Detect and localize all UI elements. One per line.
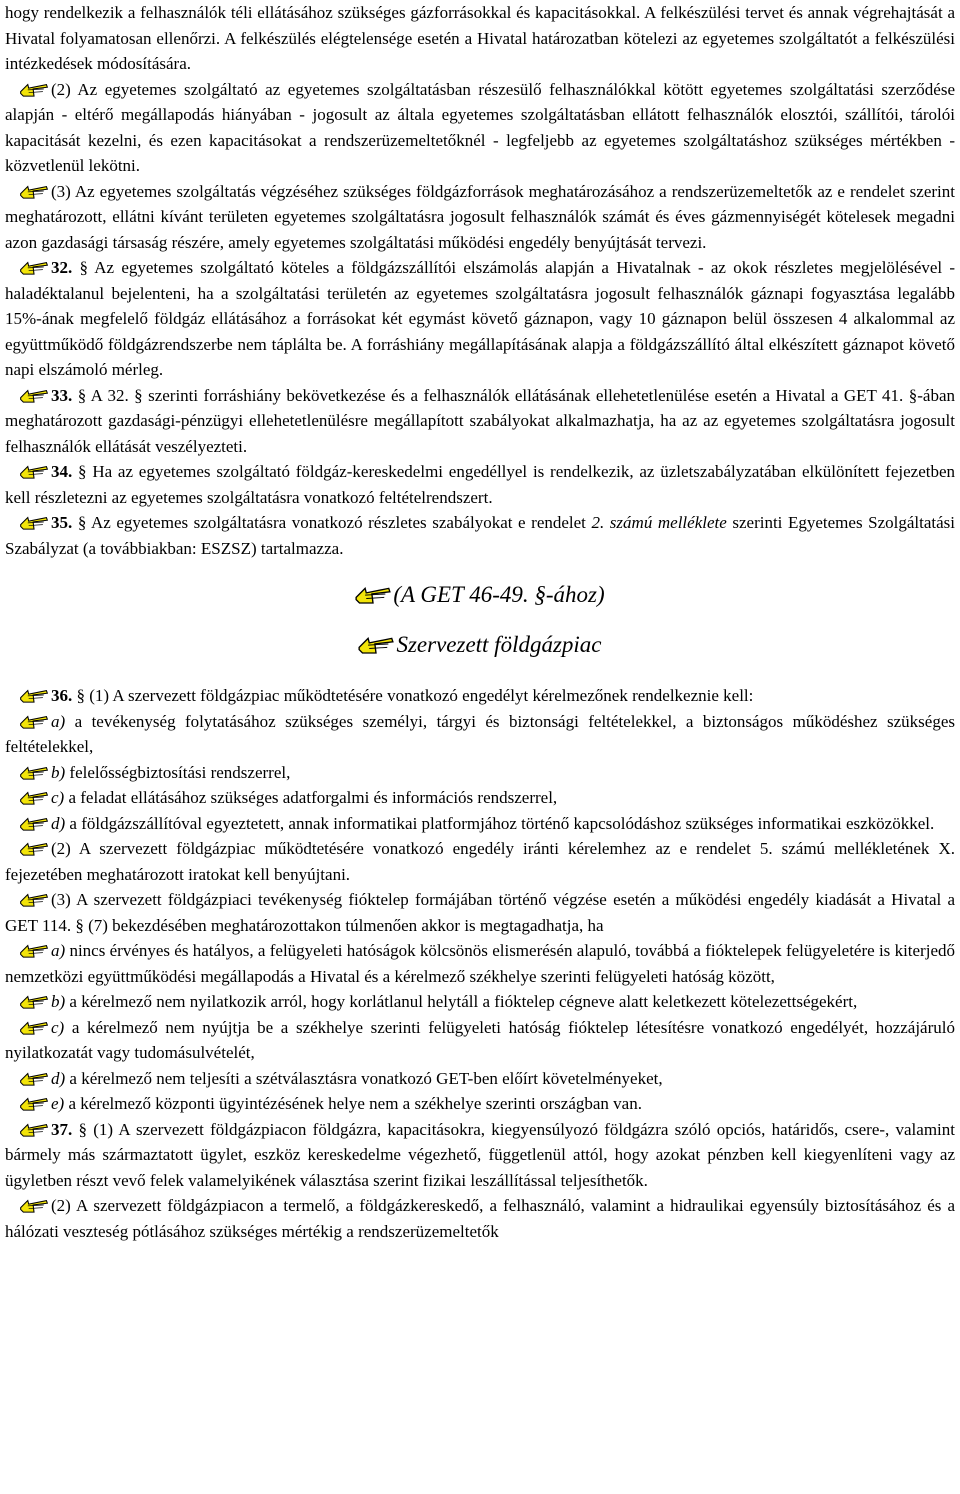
- pointing-hand-icon: [19, 840, 49, 856]
- paragraph-36-3: (3) A szervezett földgázpiaci tevékenység fióktelep formájában történő végzése esetén a működési engedély kiadását a Hivatal a GET 114. § (7) bekezdésében meghatározottakon túlmenően akkor is megtagadhatja, ha: [5, 890, 955, 935]
- pointing-hand-icon: [19, 1070, 49, 1086]
- list-item-36-3-c: c) a kérelmező nem nyújtja be a székhelye szerinti felügyeleti hatóság fióktelep létesítésre vonatkozó engedélyét, hozzájáruló nyilatkozatát vagy tudomásulvételét,: [5, 1017, 955, 1062]
- list-item-36-3-a: a) nincs érvényes és hatályos, a felügyeleti hatóságok kölcsönös elismerésén alapuló, továbbá a fióktelepek felügyeletére is kiterjedő nemzetközi együttműködési megállapodás a Hivatal és a kérelmező székhelye szerinti felügyeleti hatóság között,: [5, 941, 955, 986]
- pointing-hand-icon: [19, 81, 49, 97]
- section-number: 36.: [51, 686, 73, 705]
- pointing-hand-icon: [19, 514, 49, 530]
- section-number: 32.: [51, 258, 73, 277]
- list-item-36-1-a: a) a tevékenység folytatásához szükséges személyi, tárgyi és biztonsági feltételekkel, a biztonságos működéshez szükséges feltételekkel,: [5, 711, 955, 756]
- section-32: 32. § Az egyetemes szolgáltató köteles a földgázszállítói elszámolás alapján a Hivatalnak - az okok részletes megjelölésével - haladéktalanul bejelenteni, ha a szolgáltatási területén az egyetemes szolgáltatásra jogosult felhasználók gáznapi fogyasztása legalább 15%-ának megfelelő földgáz ellátásához a forrásokat két egymást követő gáznapon, vagy 10 gáznapon belül összesen 4 alkalommal az együttműködő földgázrendszerbe nem táplálta be. A forráshiány megállapításának alapja a földgázszállító által elkészített gáznapot követő napi elszámoló mérleg.: [5, 258, 956, 379]
- section-35: 35. § Az egyetemes szolgáltatásra vonatkozó részletes szabályokat e rendelet 2. számú melléklete szerinti Egyetemes Szolgáltatási Szabályzat (a továbbiakban: ESZSZ) tartalmazza.: [5, 513, 955, 558]
- pointing-hand-icon: [19, 942, 49, 958]
- pointing-hand-icon: [19, 993, 49, 1009]
- list-item-36-1-c: c) a feladat ellátásához szükséges adatforgalmi és információs rendszerrel,: [5, 785, 955, 811]
- pointing-hand-icon: [19, 463, 49, 479]
- pointing-hand-icon: [19, 387, 49, 403]
- pointing-hand-icon: [19, 183, 49, 199]
- list-item-36-3-e: e) a kérelmező központi ügyintézésének helye nem a székhelye szerinti országban van.: [5, 1091, 955, 1117]
- pointing-hand-icon: [19, 891, 49, 907]
- list-item-36-1-b: b) felelősségbiztosítási rendszerrel,: [5, 760, 955, 786]
- section-36-1: 36. § (1) A szervezett földgázpiac működtetésére vonatkozó engedélyt kérelmezőnek rendelkeznie kell:: [5, 683, 955, 709]
- paragraph-37-2: (2) A szervezett földgázpiacon a termelő, a földgázkereskedő, a felhasználó, valamint a hidraulikai egyensúly biztosításához és a hálózati veszteség pótlásához szükséges mértékig a rendszerüzemeltetők: [5, 1196, 955, 1241]
- section-number: 34.: [51, 462, 73, 481]
- section-number: 37.: [51, 1119, 73, 1139]
- pointing-hand-icon: [19, 1197, 49, 1213]
- section-37-1: 37. § (1) A szervezett földgázpiacon földgázra, kapacitásokra, kiegyensúlyozó földgázra szóló opciós, határidős, csere-, valamint bármely más származtatott ügylet, eszköz kereskedelme végezhető, függetlenül attól, hogy azokat pénzben kell kiegyenlíteni vagy az ügyletben részt vevő felek valamelyikének választása szerint fizikai leszállítással teljesíthetők.: [5, 1119, 955, 1190]
- paragraph-36-2: (2) A szervezett földgázpiac működtetésére vonatkozó engedély iránti kérelemhez az e rendelet 5. számú mellékletének X. fejezetében meghatározott iratokat kell benyújtani.: [5, 839, 955, 884]
- section-heading-reference: (A GET 46-49. §-ához): [5, 581, 955, 609]
- pointing-hand-icon: [19, 713, 49, 729]
- pointing-hand-icon: [19, 764, 49, 780]
- section-34: 34. § Ha az egyetemes szolgáltató földgáz-kereskedelmi engedéllyel is rendelkezik, az üzletszabályzatában elkülönített fejezetben kell részletezni az egyetemes szolgáltatásra vonatkozó feltételrendszert.: [5, 462, 956, 507]
- section-heading-title: Szervezett földgázpiac: [5, 631, 955, 659]
- document-page: [5, 0, 955, 1244]
- pointing-hand-icon: [19, 1019, 49, 1035]
- paragraph-continuation: hogy rendelkezik a felhasználók téli ellátásához szükséges gázforrásokkal és kapacitásokkal. A felkészülési tervet és annak végrehajtását a Hivatal folyamatosan ellenőrzi. A felkészülés elégtelensége esetén a Hivatal határozatban kötelezi az egyetemes szolgáltatót a felkészülési intézkedések módosítására.: [5, 3, 955, 73]
- pointing-hand-icon: [19, 259, 49, 275]
- paragraph-31-3: (3) Az egyetemes szolgáltatás végzéséhez szükséges földgázforrások meghatározásához a rendszerüzemeltetők az e rendelet szerint meghatározott, ellátni kívánt területen egyetemes szolgáltatásra jogosult felhasználók számát és éves gázmennyiségét kötelesek megadni azon gazdasági társaság részére, amely egyetemes szolgáltatási működési engedély benyújtását tervezi.: [5, 181, 955, 252]
- pointing-hand-icon: [19, 687, 49, 703]
- list-item-36-1-d: d) a földgázszállítóval egyeztetett, annak informatikai platformjához történő kapcsolódáshoz szükséges informatikai eszközökkel.: [5, 811, 955, 837]
- pointing-hand-icon: [358, 633, 394, 655]
- section-number: 33.: [51, 385, 73, 405]
- paragraph-31-2: (2) Az egyetemes szolgáltató az egyetemes szolgáltatásban részesülő felhasználókkal kötött egyetemes szolgáltatási szerződése alapján - eltérő megállapodás hiányában - jogosult az általa egyetemes szolgáltatásban ellátott felhasználók elosztói, szállítói, tárolói kapacitását kezelni, és ezen kapacitásokat a rendszerüzemeltetőknél - legfeljebb az egyetemes szolgáltatáshoz szükséges mértékben - közvetlenül lekötni.: [5, 79, 955, 175]
- section-number: 35.: [51, 513, 73, 532]
- pointing-hand-icon: [19, 1095, 49, 1111]
- section-33: 33. § A 32. § szerinti forráshiány bekövetkezése és a felhasználók ellátásának ellehetetlenülése esetén a Hivatal a GET 41. §-ában meghatározott gazdasági-pénzügyi ellehetetlenülésre megállapított szabályokat alkalmazhatja, ha az az egyetemes szolgáltatásra jogosult felhasználók ellátását veszélyezteti.: [5, 385, 955, 456]
- pointing-hand-icon: [19, 1121, 49, 1137]
- pointing-hand-icon: [19, 815, 49, 831]
- pointing-hand-icon: [355, 583, 391, 605]
- pointing-hand-icon: [19, 789, 49, 805]
- list-item-36-3-d: d) a kérelmező nem teljesíti a szétválasztásra vonatkozó GET-ben előírt követelményeket,: [5, 1066, 955, 1092]
- list-item-36-3-b: b) a kérelmező nem nyilatkozik arról, hogy korlátlanul helytáll a fióktelep cégneve alatt keletkezett kötelezettségekért,: [5, 989, 955, 1015]
